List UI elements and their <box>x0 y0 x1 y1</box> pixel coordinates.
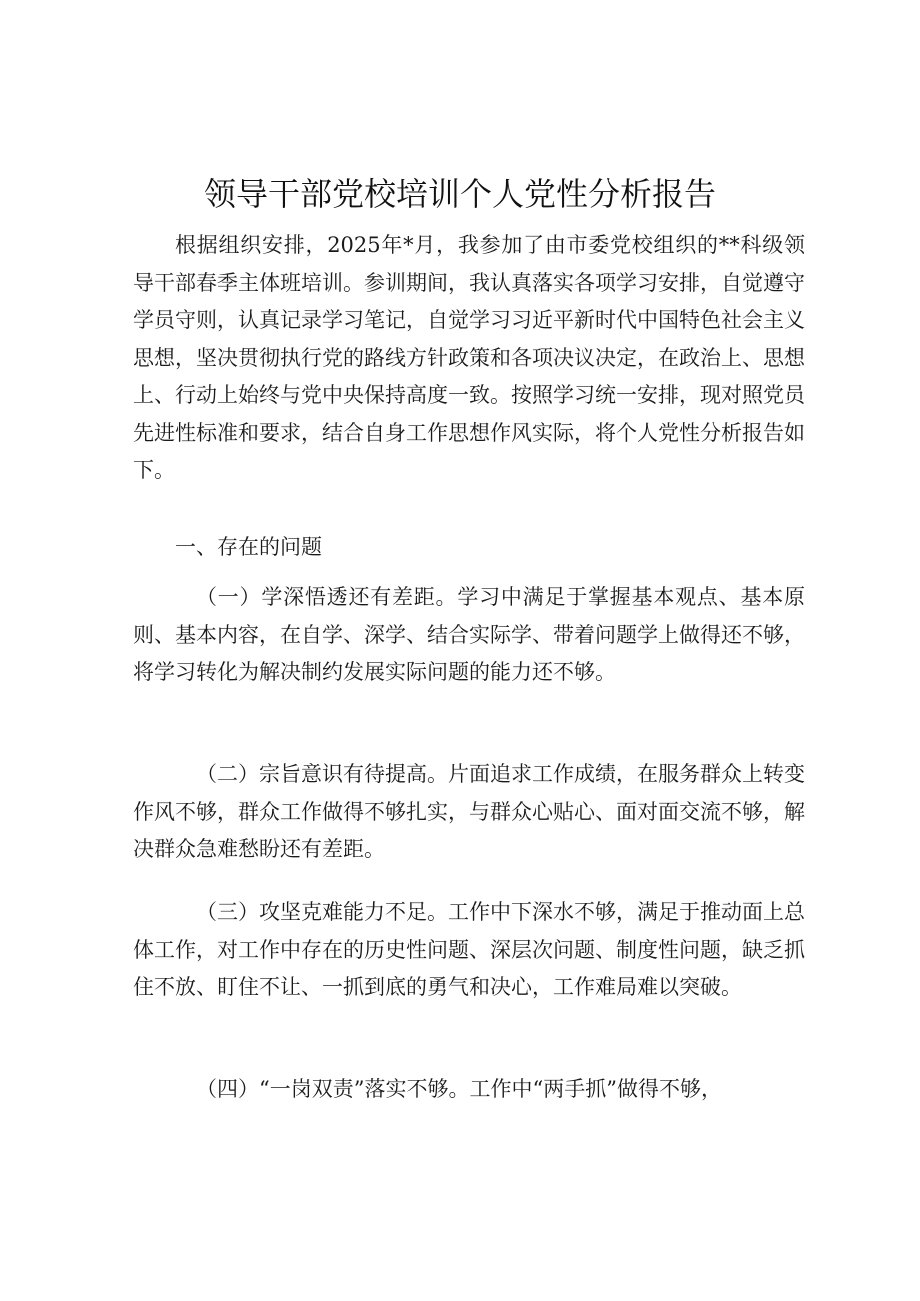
section-heading: 一、存在的问题 <box>175 535 322 559</box>
problem-item-3: （三）攻坚克难能力不足。工作中下深水不够，满足于推动面上总体工作，对工作中存在的历史性问题、深层次问题、制度性问题，缺乏抓住不放、盯住不让、一抓到底的勇气和决心，工作难局难以突破。 <box>133 900 805 999</box>
intro-paragraph: 根据组织安排，2025年*月，我参加了由市委党校组织的**科级领导干部春季主体班培训。参训期间，我认真落实各项学习安排，自觉遵守学员守则，认真记录学习笔记，自觉学习习近平新时代中国特色社会主义思想，坚决贯彻执行党的路线方针政策和各项决议决定，在政治上、思想上、行动上始终与党中央保持高度一致。按照学习统一安排，现对照党员先进性标准和要求，结合自身工作思想作风实际，将个人党性分析报告如下。 <box>133 233 805 482</box>
problem-item-2: （二）宗旨意识有待提高。片面追求工作成绩，在服务群众上转变作风不够，群众工作做得不够扎实，与群众心贴心、面对面交流不够，解决群众急难愁盼还有差距。 <box>133 762 805 861</box>
document-title: 领导干部党校培训个人党性分析报告 <box>203 175 716 213</box>
problem-item-1: （一）学深悟透还有差距。学习中满足于掌握基本观点、基本原则、基本内容，在自学、深学、结合实际学、带着问题学上做得还不够，将学习转化为解决制约发展实际问题的能力还不够。 <box>133 585 805 684</box>
problem-item-4: （四）“一岗双责”落实不够。工作中“两手抓”做得不够， <box>196 1077 722 1101</box>
